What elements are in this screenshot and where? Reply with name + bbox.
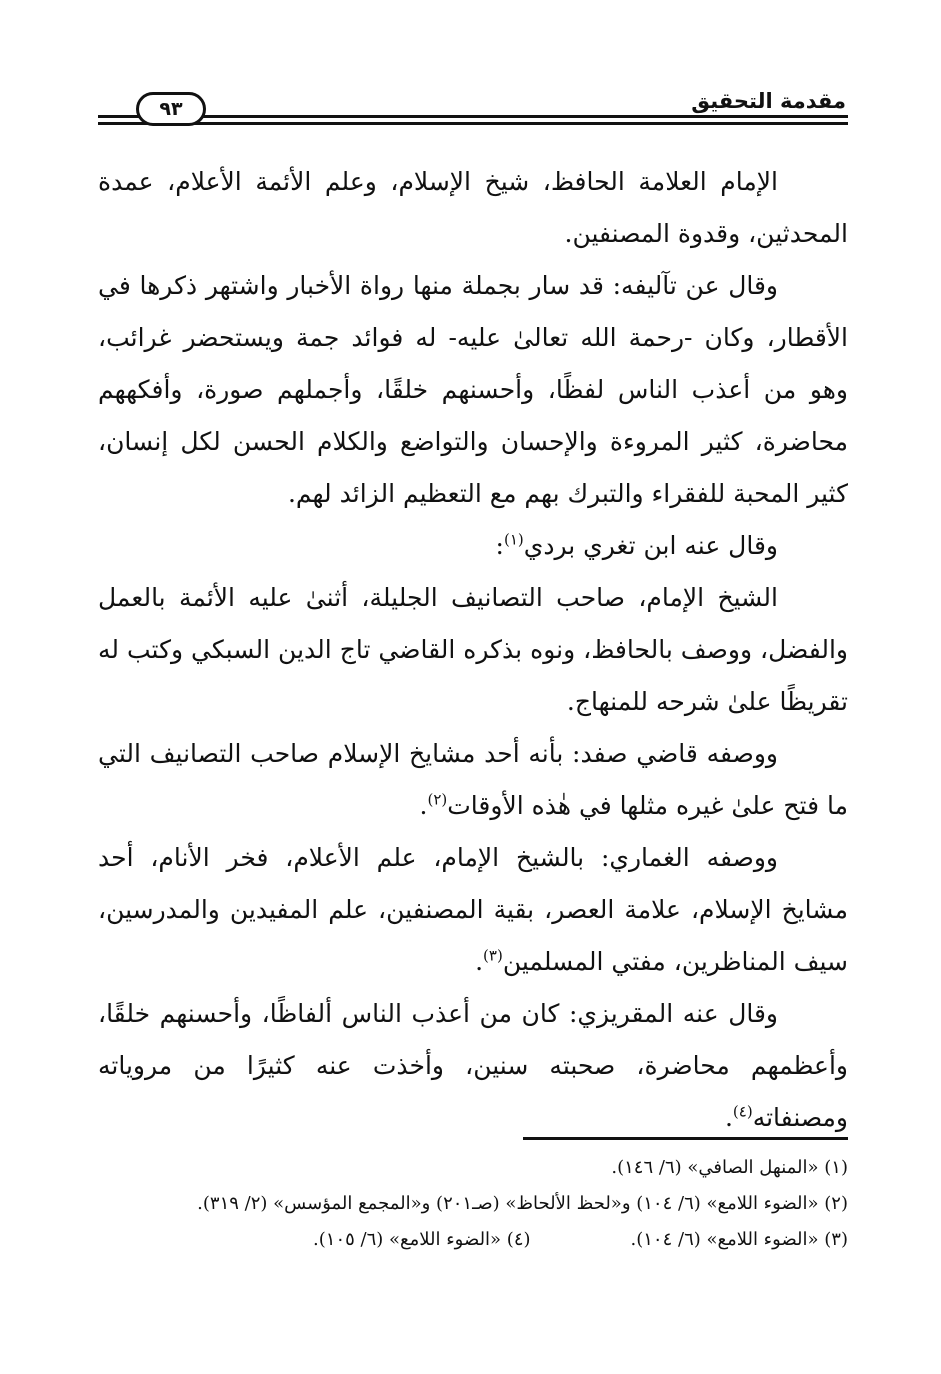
footnote-row [98,1222,848,1258]
paragraph-text: وقال عنه المقريزي: كان من أعذب الناس ألفاظًا، وأحسنهم خلقًا، وأعظمهم محاضرة، صحبته سنين، وأخذت عنه كثيرًا من مروياته ومصنفاته [98,999,848,1132]
footnote-3: (٣) «الضوء اللامع» (٦/ ١٠٤). [630,1229,848,1250]
footnotes [98,1150,848,1258]
paragraph-end: . [419,791,428,820]
page-number: ٩٣ [136,92,206,126]
paragraph [98,832,848,988]
header-rule-bottom [98,122,848,125]
footnote-ref: (٤) [732,1102,753,1121]
paragraph [98,988,848,1144]
paragraph [98,728,848,832]
footnote-ref: (١) [503,530,524,549]
paragraph-end: . [475,947,484,976]
paragraph [98,520,848,572]
paragraph: الإمام العلامة الحافظ، شيخ الإسلام، وعلم الأئمة الأعلام، عمدة المحدثين، وقدوة المصنفين. [98,167,848,248]
header-rule-top [98,115,848,118]
running-title: مقدمة التحقيق [691,89,846,113]
paragraph-text: ووصفه الغماري: بالشيخ الإمام، علم الأعلام، فخر الأنام، أحد مشايخ الإسلام، علامة العصر، بقية المصنفين، علم المفيدين والمدرسين، سيف المناظرين، مفتي المسلمين [98,843,848,976]
paragraph: وقال عن تآليفه: قد سار بجملة منها رواة الأخبار واشتهر ذكرها في الأقطار، وكان -رحمة الله تعالىٰ عليه- له فوائد جمة ويستحضر غرائب، وهو من أعذب الناس لفظًا، وأحسنهم خلقًا، وأجملهم صورة، وأفكههم محاضرة، كثير المروءة والإحسان والتواضع والكلام الحسن لكل إنسان، كثير المحبة للفقراء والتبرك بهم مع التعظيم الزائد لهم. [98,271,848,508]
footnote-2: (٢) «الضوء اللامع» (٦/ ١٠٤) و«لحظ الألحاظ» (صـ٢٠١) و«المجمع المؤسس» (٢/ ٣١٩). [197,1193,848,1214]
page-header [98,82,848,130]
footnote-4: (٤) «الضوء اللامع» (٦/ ١٠٥). [313,1229,531,1250]
paragraph-end: . [724,1103,733,1132]
footnote-1: (١) «المنهل الصافي» (٦/ ١٤٦). [611,1157,848,1178]
main-text [98,156,848,1144]
footnote-separator [523,1137,848,1140]
footnote-ref: (٣) [483,946,503,965]
paragraph-text: وقال عنه ابن تغري بردي [523,531,778,560]
paragraph-end: : [495,531,504,560]
paragraph: الشيخ الإمام، صاحب التصانيف الجليلة، أثنىٰ عليه الأئمة بالعمل والفضل، ووصف بالحافظ، ونوه بذكره القاضي تاج الدين السبكي وكتب له تقريظًا علىٰ شرحه للمنهاج. [98,583,848,716]
paragraph-text: ووصفه قاضي صفد: بأنه أحد مشايخ الإسلام صاحب التصانيف التي ما فتح علىٰ غيره مثلها في هٰذه الأوقات [98,739,848,820]
footnote-ref: (٢) [427,790,448,809]
